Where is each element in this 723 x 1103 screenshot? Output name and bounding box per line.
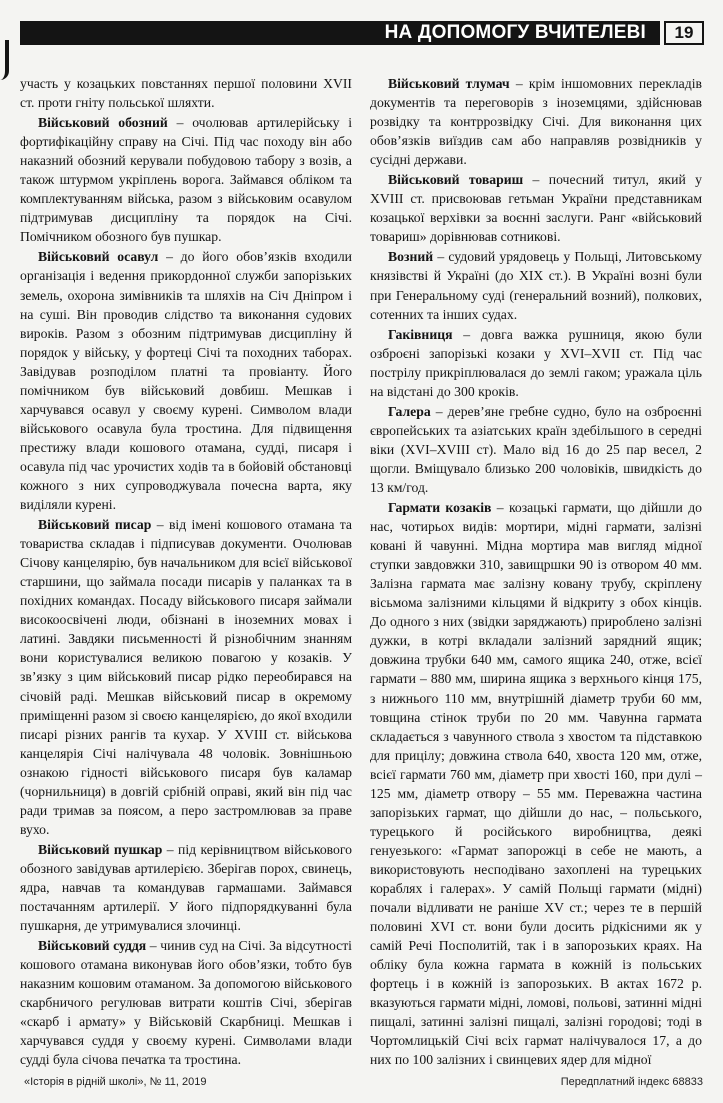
article-paragraph: участь у козацьких повстаннях першої половини XVII ст. проти гніту польської шляхти. (20, 76, 352, 111)
glossary-entry (20, 113, 352, 246)
entry-term: Гаківниця (388, 326, 453, 342)
entry-definition: – довга важка рушниця, якою були озброєні запорізькі козаки у XVI–XVII ст. Під час пострілу прикріплювалася до землі гаком; уражала ціль на відстані до 300 кроків. (370, 326, 702, 399)
section-header-bar (20, 21, 660, 45)
entry-definition: – почесний титул, який у XVIII ст. присвоював гетьман України представникам козацької верхівки за воєнні заслуги. Ранг «військовий товариш» дорівнював сотникові. (370, 172, 702, 245)
glossary-entry (370, 247, 702, 323)
glossary-entry (370, 325, 702, 401)
section-title: НА ДОПОМОГУ ВЧИТЕЛЕВІ (384, 22, 646, 43)
glossary-entry (370, 74, 702, 169)
entry-definition: – дерев’яне гребне судно, було на озброєнні європейських та азіатських країн здебільшого в середні віки (XVI–XVIII ст). Мало від 16 до 25 пар весел, 2 щогли. Вміщувало близько 200 чоловіків, швидкість до 13 км/год. (370, 403, 702, 495)
glossary-entry (20, 247, 352, 514)
entry-definition: – чинив суд на Січі. За відсутності кошового отамана виконував його обов’язки, тобто був наказним кошовим отаманом. За допомогою військового скарбничого регулював витрати коштів Січі, зберігав «скарб і армату» у Військовій Скарбниці. Мешкав і харчувався суддя у своєму курені. Символами влади судді була січова печатка та тростина. (20, 938, 352, 1068)
entry-definition: – від імені кошового отамана та товариства складав і підписував документи. Очолював Січову канцелярію, був начальником для всієї військової старшини, що займала посади писарів у паланках та в похідних командах. Посаду військового писаря займали високоосвічені люди, обізнані в іноземних мовах і латині. Завдяки письменності й різнобічним знанням вони користувалися великою повагою у козаків. У зв’язку з цим військовий писар рідко переобирався на січовій раді. Мешкав військовий писар в окремому приміщенні разом зі своєю канцелярією, до якої входили писарі різних рангів та кухар. У XVIII ст. військова канцелярія Січі налічувала 48 чоловік. Зовнішньою ознакою гідності військового писаря був каламар (чорнильниця) в довгій срібній оправі, який він під час ради тримав за поясом, а перо застромлював за праве вухо. (20, 517, 353, 837)
footer-journal-info: «Історія в рідній школі», № 11, 2019 (24, 1076, 207, 1088)
page-edge-mark (0, 40, 9, 80)
glossary-entry (20, 840, 352, 935)
entry-term: Військовий товариш (388, 172, 524, 188)
glossary-entry (20, 936, 352, 1069)
entry-definition: – під керівництвом військового обозного завідував артилерією. Зберігав порох, свинець, ядра, навчав та командував гармашами. Займався постачанням артилерії. У його підпорядкуванні була пушкарня, де утримувалися злочинці. (20, 841, 352, 934)
entry-term: Військовий писар (38, 517, 152, 533)
glossary-entry (370, 402, 702, 497)
entry-term: Військовий обозний (38, 115, 168, 131)
glossary-entry (20, 515, 352, 839)
entry-definition: – козацькі гармати, що дійшли до нас, чотирьох видів: мортири, мідні гармати, залізні ковані й чавунні. Мідна мортира мав вигляд мідної ступки завдовжки 310, завищршки 90 із отвором 40 мм. Залізна гармата має залізну ковану трубу, скріплену вісьмома залізними кільцями й відкриту з обох кінців. До одного з них (звідки заряджають) приробленo залізні дужки, в котрі вкладали залізний зарядний ящик; довжина трубки 640 мм, самого ящика 240, отже, всієї гармати – 880 мм, ширина ящика з верхнього кінця 175, з нижнього 110 мм, внутрішній діаметр труби 60 мм, товщина стінок труби по 20 мм. Чавунна гармата складається з чавунного ствола з хвостом та підставкою для прицілу; довжина ствола 640, хвоста 120 мм, отже, всієї гармати 760 мм, діаметр при хвості 160, при дулі – 125 мм, діаметр отвору – 55 мм. Переважна частина запорізьких гармат, що дійшли до нас, – польського, турецького й російського виробництва, деякі генуезького: «Гармат запорожці в себе не мають, а використовують несподівано захоплені на турецьких кораблях і галерах». У самій Польщі гармати (мідні) почали відливати не раніше XV ст.; через те в першій половині XVI ст. вони були досить рідкісними як у самій Речі Посполитій, так і в запорозьких краях. На обліку була кожна гармата в кожній із польських фортець і в кожній із запорозьких. В актах 1672 р. вказуються гармати мідні, ломові, польові, затинні мідні пищалі, затинні залізні пищалі, залізні городові; тоді в Чортомлицькій Січі всіх гармат налічувалося 17, а до них по 100 залізних і свинцевих ядер для мідної (370, 500, 703, 1068)
page-number: 19 (664, 21, 704, 45)
entry-definition: – очолював артилерійську і фортифікаційну справу на Січі. Під час походу він або наказний обозний керували побудовою табору з возів, а також штурмом укріплень ворога. Займався обліком та комплектуванням війська, разом з військовим осавулом підтримував дисципліну та порядок на Січі. Помічником обозного був пушкар. (20, 115, 352, 245)
entry-term: Галера (388, 403, 431, 419)
entry-term: Військовий пушкар (38, 841, 163, 857)
entry-term: Військовий суддя (38, 938, 147, 954)
entry-term: Військовий тлумач (388, 76, 510, 91)
glossary-entry (370, 498, 702, 1069)
right-text-column (370, 74, 702, 1069)
footer-subscription-index: Передплатний індекс 68833 (560, 1076, 703, 1088)
entry-definition: – крім іншомовних перекладів документів та переговорів з іноземцями, здійснював розвідку та контррозвідку Січі. Для виконання цих обов’язків виїздив сам або направляв розвідників у сусідні держави. (370, 76, 702, 168)
entry-definition: – до його обов’язків входили організація і ведення прикордонної служби запорізьких земель, охорона зимівників та шляхів на Січ Дніпром і на суші. Він проводив слідство та виконання судових вироків. Разом з обозним підтримував дисципліну й порядок у війську, у фортеці Січі та походних таборах. Завідував розподілом платні та провіанту. Його помічником був військовий довбиш. Мешкав і харчувався осавул у своєму курені. Символом влади військового осавула була тростина. Для підвищення престижу влади кошового отамана, судді, писаря і осавула під час урочистих ходів та в бойовій обстановці кожного з них супроводжувала почесна варта, яку виділяли курені. (20, 249, 353, 513)
entry-definition: – судовий урядовець у Польщі, Литовському князівстві й Україні (до XIX ст.). В Україні возні були при Генеральному суді (генеральний возний), полкових, сотенних та інших судах. (370, 249, 702, 322)
glossary-entry (370, 170, 702, 246)
entry-term: Гармати козаків (388, 500, 492, 516)
entry-term: Військовий осавул (38, 249, 159, 265)
left-text-column (20, 74, 352, 1069)
entry-term: Возний (388, 249, 434, 265)
